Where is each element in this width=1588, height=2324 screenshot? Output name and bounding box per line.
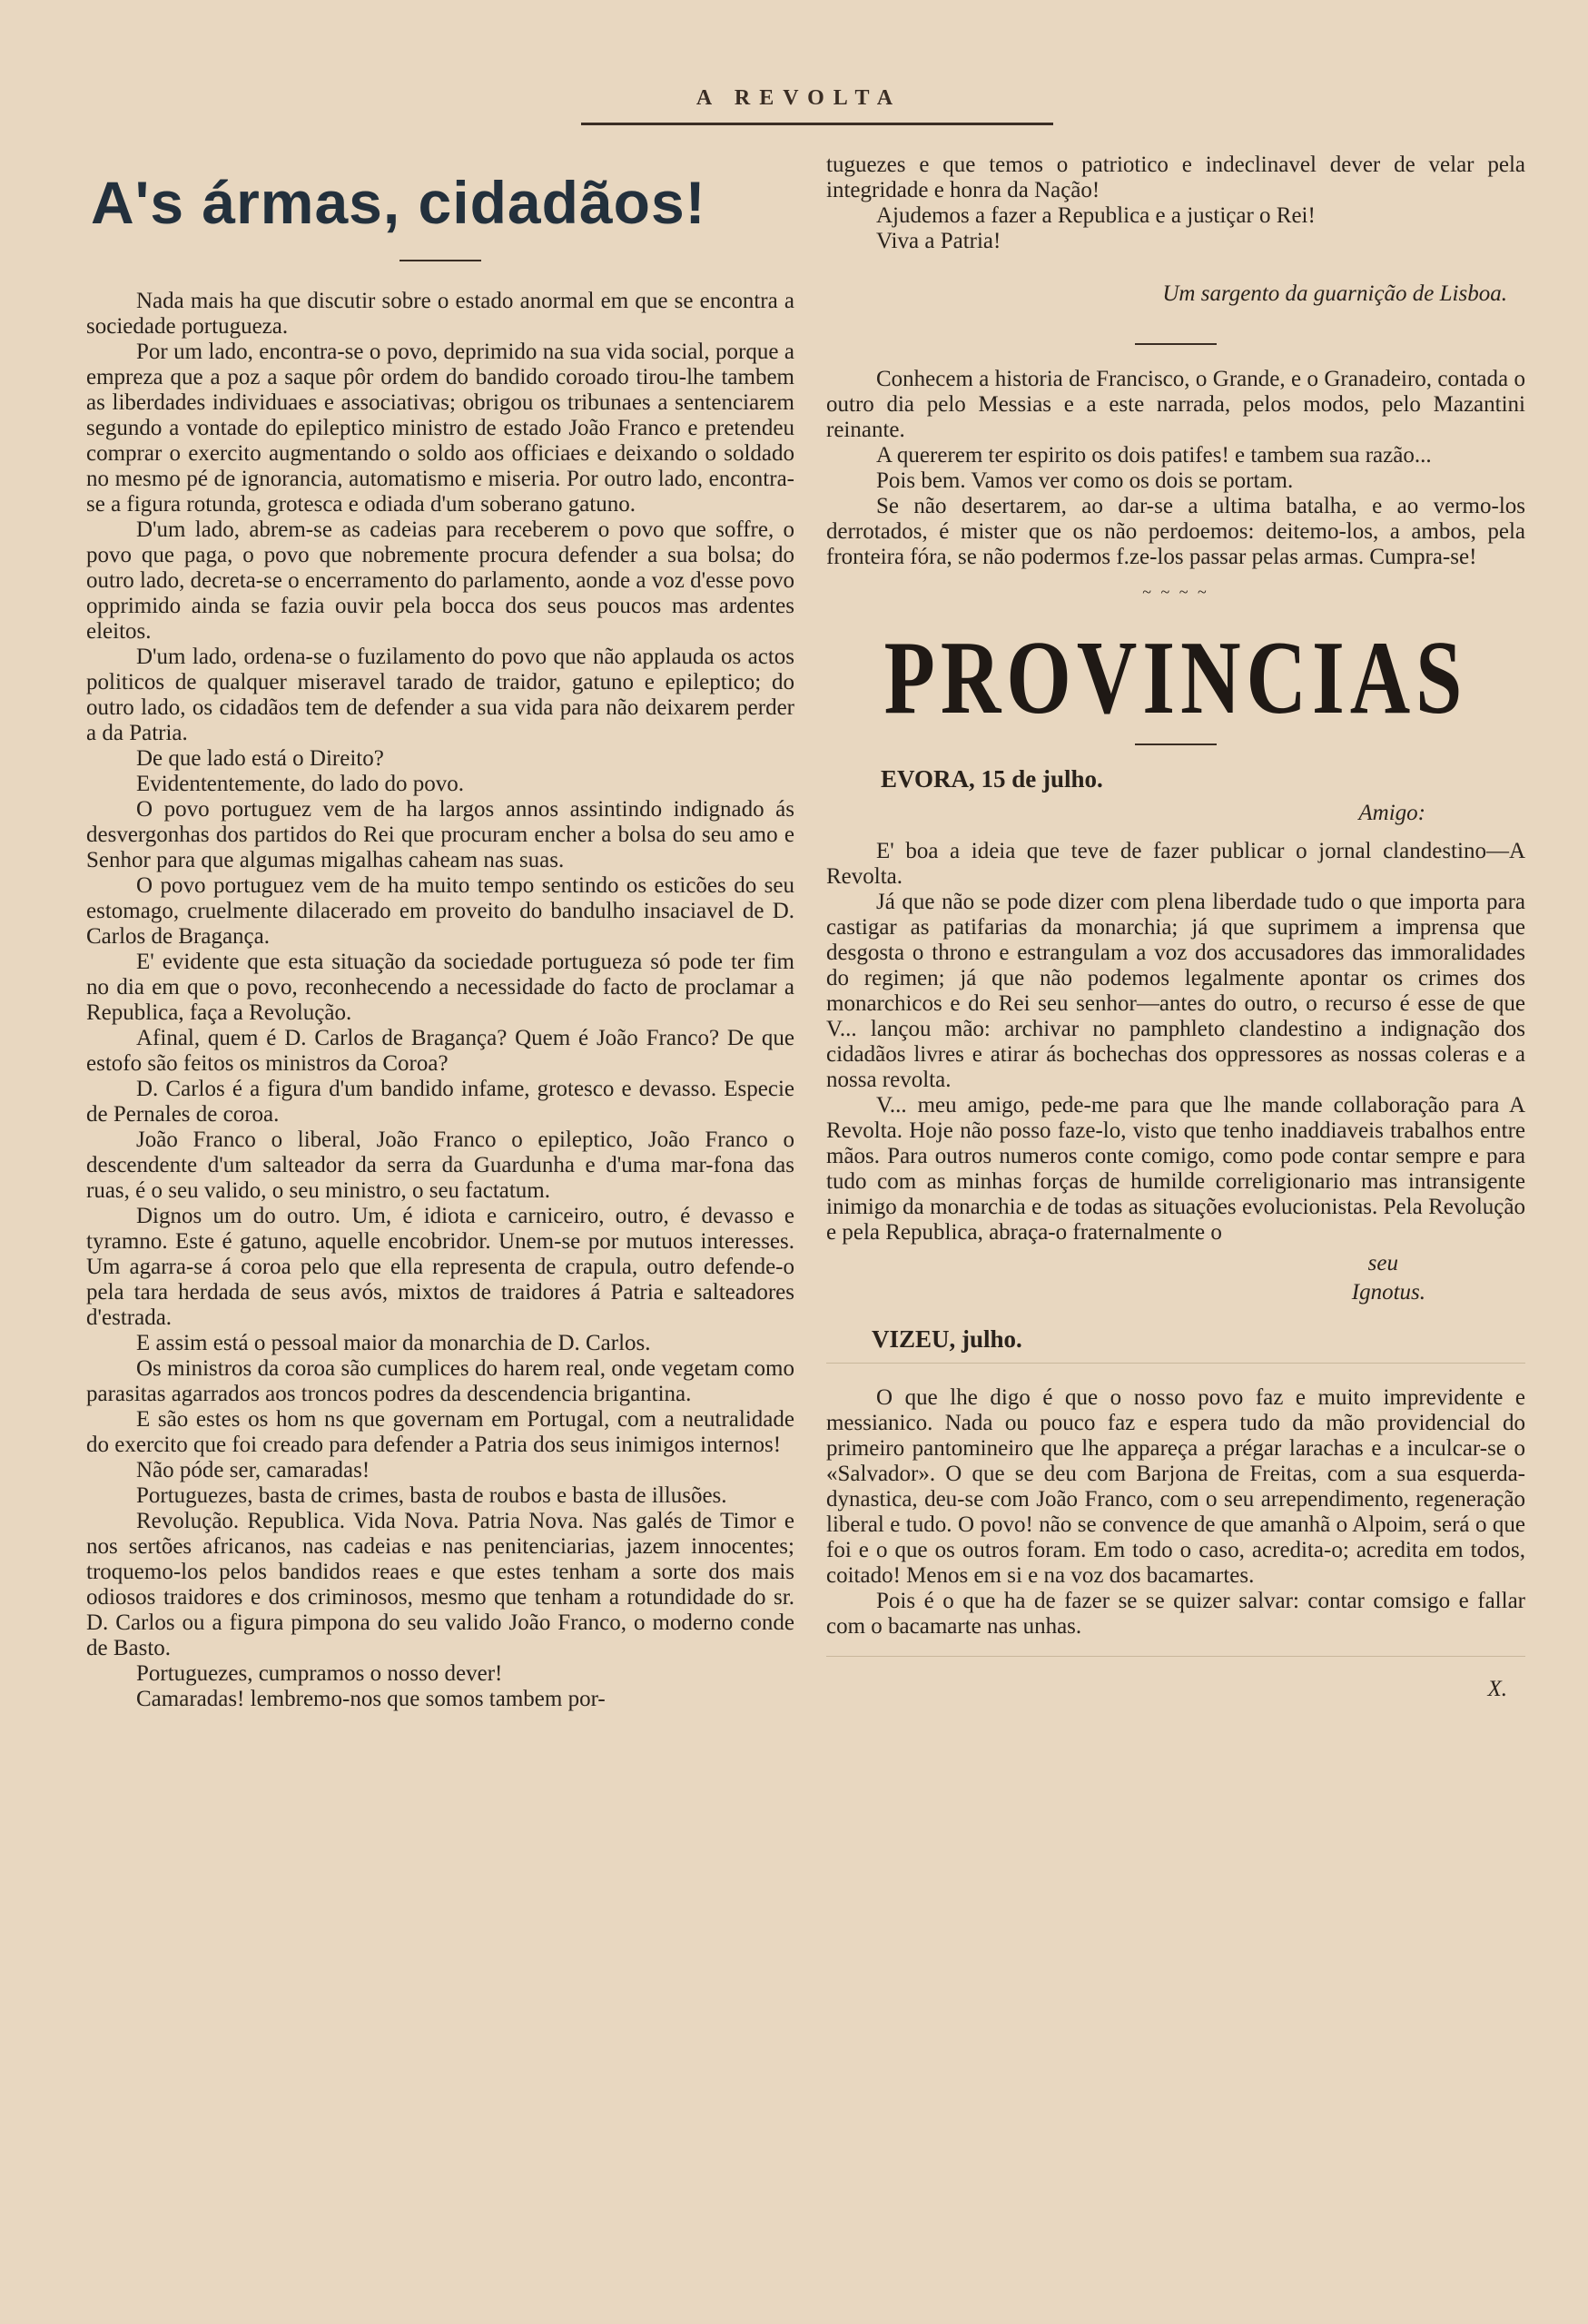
paragraph: E são estes os hom ns que governam em Portugal, com a neutralidade do exercito que foi creado para defender a Patria dos seus inimigos internos! bbox=[86, 1407, 794, 1457]
article-headline: A's ármas, cidadãos! bbox=[91, 169, 706, 236]
dateline: EVORA, 15 de julho. bbox=[881, 765, 1103, 793]
paragraph: O povo portuguez vem de ha largos annos assintindo indignado ás desvergonhas dos partidos do Rei que procuram encher a bolsa do seu amo e Senhor para que algumas migalhas caheam nas suas. bbox=[86, 797, 794, 872]
paragraph: tuguezes e que temos o patriotico e indeclinavel dever de velar pela integridade e honra da Nação! bbox=[826, 153, 1525, 202]
separator bbox=[1135, 743, 1217, 745]
paragraph: Viva a Patria! bbox=[876, 229, 1001, 253]
paragraph: E' evidente que esta situação da sociedade portugueza só pode ter fim no dia em que o povo, reconhecendo a necessidade do facto de proclamar a Republica, faça a Revolução. bbox=[86, 950, 794, 1025]
ornament-separator: ~ ~ ~ ~ bbox=[1142, 583, 1209, 601]
signature: X. bbox=[1487, 1677, 1507, 1701]
separator bbox=[399, 260, 481, 261]
section-title: PROVINCIAS bbox=[883, 619, 1468, 735]
paragraph: Pois bem. Vamos ver como os dois se portam. bbox=[876, 468, 1294, 493]
signature: Um sargento da guarnição de Lisboa. bbox=[1162, 281, 1507, 306]
letter-evora bbox=[826, 839, 1525, 1246]
paragraph: Não póde ser, camaradas! bbox=[136, 1458, 370, 1482]
article-body bbox=[86, 289, 794, 1712]
right-column bbox=[826, 153, 1525, 1702]
paragraph: Dignos um do outro. Um, é idiota e carniceiro, outro, é devasso e tyramno. Este é gatuno, aquelle encobridor. Unem-se por mutuos interesses. Um agarra-se á coroa pelo que ella representa de crapula, outro defende-o pela tara herdada de seus avós, mixtos de traidores á Patria e salteadores d'estrada. bbox=[86, 1204, 794, 1330]
separator bbox=[826, 1363, 1525, 1364]
separator bbox=[1135, 343, 1217, 345]
paragraph: O povo portuguez vem de ha muito tempo sentindo os esticões do seu estomago, cruelmente dilacerado em proveito do bandulho insaciavel de D. Carlos de Bragança. bbox=[86, 873, 794, 949]
paragraph: Nada mais ha que discutir sobre o estado anormal em que se encontra a sociedade portugueza. bbox=[86, 289, 794, 339]
paragraph: Conhecem a historia de Francisco, o Grande, e o Granadeiro, contada o outro dia pelo Messias e a este narrada, pelos modos, pelo Mazantini reinante. bbox=[826, 367, 1525, 442]
separator bbox=[826, 1656, 1525, 1657]
article-continuation bbox=[826, 153, 1525, 254]
paragraph: D'um lado, abrem-se as cadeias para receberem o povo que soffre, o povo que paga, o povo que nobremente procura defender a sua bolsa; do outro lado, decreta-se o encerramento do parlamento, aonde a voz d'esse povo opprimido ainda se fazia ouvir pela bocca dos seus poucos mas ardentes eleitos. bbox=[86, 517, 794, 644]
paragraph: Ajudemos a fazer a Republica e a justiçar o Rei! bbox=[876, 203, 1316, 228]
paragraph: Portuguezes, basta de crimes, basta de roubos e basta de illusões. bbox=[136, 1483, 727, 1508]
paragraph: O que lhe digo é que o nosso povo faz e muito imprevidente e messianico. Nada ou pouco faz e espera tudo da mão providencial do primeiro pantomineiro que lhe appareça a prégar larachas e a inculcar-se o «Salvador». O que se deu com Barjona de Freitas, com a sua esquerda-dynastica, deu-se com João Franco, com o seu arrependimento, regeneração liberal e tudo. O povo! não se convence de que amanhã o Alpoim, será o que foi e o que os outros foram. Em todo o caso, acredita-o; acredita em todos, coitado! Menos em si e na voz dos bacamartes. bbox=[826, 1385, 1525, 1588]
paragraph: Camaradas! lembremo-nos que somos tambem por- bbox=[136, 1687, 606, 1711]
paragraph: D. Carlos é a figura d'um bandido infame, grotesco e devasso. Especie de Pernales de coroa. bbox=[86, 1077, 794, 1127]
paragraph: Afinal, quem é D. Carlos de Bragança? Quem é João Franco? De que estofo são feitos os ministros da Coroa? bbox=[86, 1026, 794, 1076]
second-article bbox=[826, 367, 1525, 570]
paragraph: João Franco o liberal, João Franco o epileptico, João Franco o descendente d'um salteador da serra da Guardunha e d'uma mar-fona das ruas, é o seu valido, o seu ministro, o seu factatum. bbox=[86, 1128, 794, 1203]
paragraph: De que lado está o Direito? bbox=[136, 746, 384, 771]
paragraph: Evidententemente, do lado do povo. bbox=[136, 772, 465, 796]
paragraph: E assim está o pessoal maior da monarchia de D. Carlos. bbox=[136, 1331, 651, 1355]
masthead-rule bbox=[581, 123, 1053, 125]
paragraph: Já que não se pode dizer com plena liberdade tudo o que importa para castigar as patifarias da monarchia; já que suprimem a imprensa que desgosta o throno e estrangulam a voz dos accusadores das immoralidades do regimen; já que não podemos legalmente apontar os crimes dos monarchicos e do Rei seu senhor—antes do outro, o recurso é esse de que V... lançou mão: archivar no pamphleto clandestino a indignação dos cidadãos livres e atirar ás bochechas dos oppressores as nossas coleras e a nossa revolta. bbox=[826, 890, 1525, 1092]
paragraph: D'um lado, ordena-se o fuzilamento do povo que não applauda os actos politicos de qualquer miseravel tarado de traidor, gatuno e epileptico; do outro lado, os cidadãos tem de defender a sua vida para não deixarem perder a da Patria. bbox=[86, 645, 794, 745]
left-column bbox=[86, 136, 794, 1712]
paragraph: E' boa a ideia que teve de fazer publicar o jornal clandestino—A Revolta. bbox=[826, 839, 1525, 889]
paragraph: Portuguezes, cumpramos o nosso dever! bbox=[136, 1661, 503, 1686]
paragraph: Revolução. Republica. Vida Nova. Patria Nova. Nas galés de Timor e nos sertões africanos, nas cadeias e nas penitenciarias, jazem innocentes; troquemo-los pelos bandidos reaes e que estes tenham a sorte dos mais odiosos traidores e dos criminosos, mesmo que tenham a rotundidade do sr. D. Carlos ou a figura pimpona do seu valido João Franco, o moderno conde de Basto. bbox=[86, 1509, 794, 1660]
masthead: A REVOLTA bbox=[695, 86, 902, 110]
salutation: Amigo: bbox=[1358, 801, 1425, 825]
closing: seu bbox=[1367, 1251, 1398, 1275]
paragraph: Se não desertarem, ao dar-se a ultima batalha, e ao vermo-los derrotados, é mister que os não perdoemos: deitemo-los, a ambos, pela fronteira fóra, se não podermos f.ze-los passar pelas armas. Cumpra-se! bbox=[826, 494, 1525, 569]
paragraph: A quererem ter espirito os dois patifes! e tambem sua razão... bbox=[876, 443, 1432, 468]
paragraph: Os ministros da coroa são cumplices do harem real, onde vegetam como parasitas agarrados aos troncos podres da descendencia brigantina. bbox=[86, 1356, 794, 1406]
dateline: VIZEU, julho. bbox=[872, 1325, 1022, 1353]
signature: Ignotus. bbox=[1351, 1280, 1425, 1305]
paragraph: Por um lado, encontra-se o povo, deprimido na sua vida social, porque a empreza que a poz a saque pôr ordem do bandido coroado tirou-lhe tambem as liberdades individuaes e associativas; obrigou os tribunaes a sentenciarem segundo a vontade do epileptico ministro de estado João Franco e pretendeu comprar o exercito augmentando o soldo aos officiaes e deixando o soldado no mesmo pé de ignorancia, automatismo e miseria. Por outro lado, encontra-se a figura rotunda, grotesca e odiada d'um soberano gatuno. bbox=[86, 340, 794, 517]
letter-vizeu bbox=[826, 1385, 1525, 1640]
paragraph: V... meu amigo, pede-me para que lhe mande collaboração para A Revolta. Hoje não posso faze-lo, visto que tenho inaddiaveis trabalhos entre mãos. Para outros numeros conte comigo, como pode contar sempre e para tudo com as minhas forças de humilde correligionario mas intransigente inimigo da monarchia e de todas as situações evolucionistas. Pela Revolução e pela Republica, abraça-o fraternalmente o bbox=[826, 1093, 1525, 1245]
paragraph: Pois é o que ha de fazer se se quizer salvar: contar comsigo e fallar com o bacamarte nas unhas. bbox=[826, 1589, 1525, 1639]
